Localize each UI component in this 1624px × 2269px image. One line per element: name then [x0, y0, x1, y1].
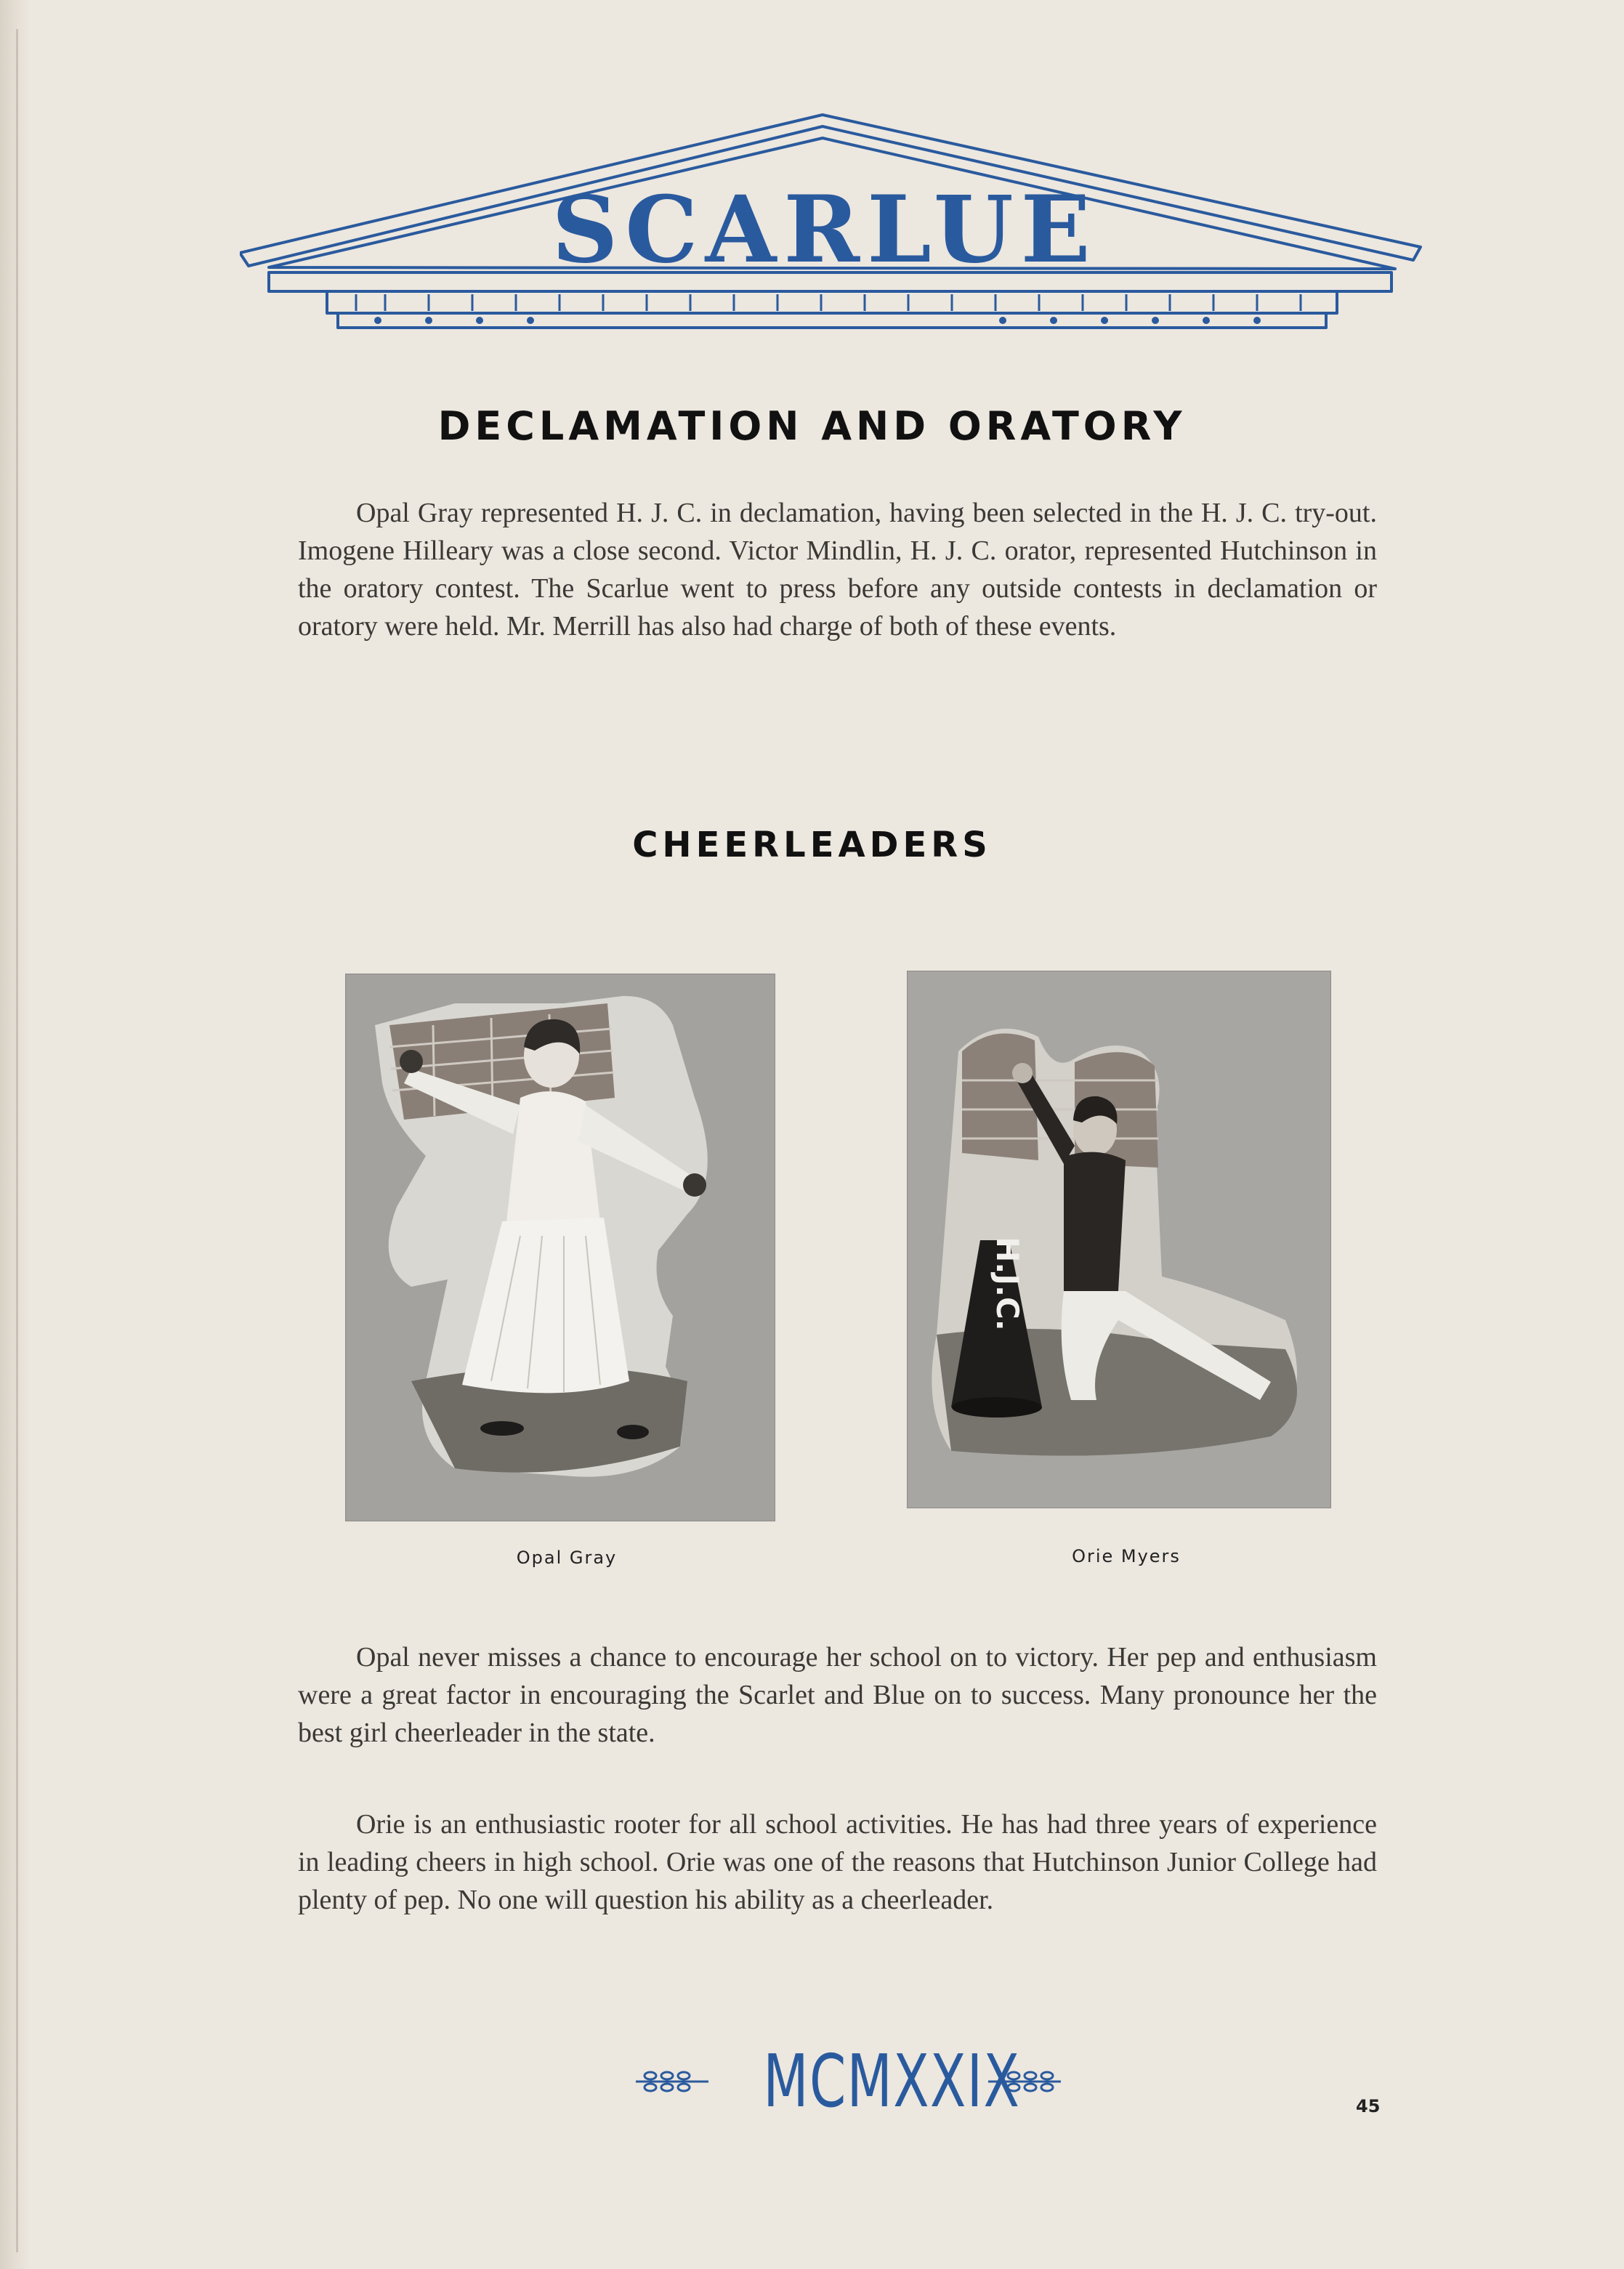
- section-heading-declamation: DECLAMATION AND ORATORY: [437, 403, 1187, 449]
- photo-orie-myers: [907, 971, 1331, 1508]
- section-heading-cheerleaders: CHEERLEADERS: [632, 825, 992, 865]
- photo-opal-gray: [345, 974, 775, 1521]
- megaphone-label: H.J.C.: [990, 1237, 1025, 1331]
- opal-paragraph: Opal never misses a chance to encourage her school on to victory. Her pep and enthusiasm were a great factor in encouraging the Scarlet and Blue on to success. Many pronounce her the best girl cheerleader in the state.: [298, 1642, 1377, 1748]
- page-number: 45: [1356, 2096, 1381, 2116]
- laurel-sprig-left-icon: [632, 2067, 712, 2096]
- orie-paragraph: Orie is an enthusiastic rooter for all school activities. He has had three years of experience in leading cheers in high school. Orie was one of the reasons that Hutchinson Junior College had plenty of pep. No one will question his ability as a cheerleader.: [298, 1809, 1377, 1915]
- binding-crease: [16, 29, 18, 2252]
- masthead-title: SCARLUE: [552, 176, 1098, 283]
- laurel-sprig-right-icon: [985, 2067, 1065, 2096]
- footer-year: MCMXXIX: [763, 2039, 1021, 2124]
- masthead-banner: [240, 109, 1424, 334]
- photo-caption-orie: Orie Myers: [1072, 1546, 1181, 1566]
- declamation-paragraph: Opal Gray represented H. J. C. in declamation, having been selected in the H. J. C. try-out. Imogene Hilleary was a close second. Victor Mindlin, H. J. C. orator, represented Hutchinson in the oratory contest. The Scarlue went to press before any outside contests in declamation or oratory were held. Mr. Merrill has also had charge of both of these events.: [298, 498, 1377, 642]
- photo-caption-opal: Opal Gray: [516, 1548, 618, 1568]
- page-binding-edge: [0, 0, 31, 2269]
- pediment-icon: [240, 109, 1424, 334]
